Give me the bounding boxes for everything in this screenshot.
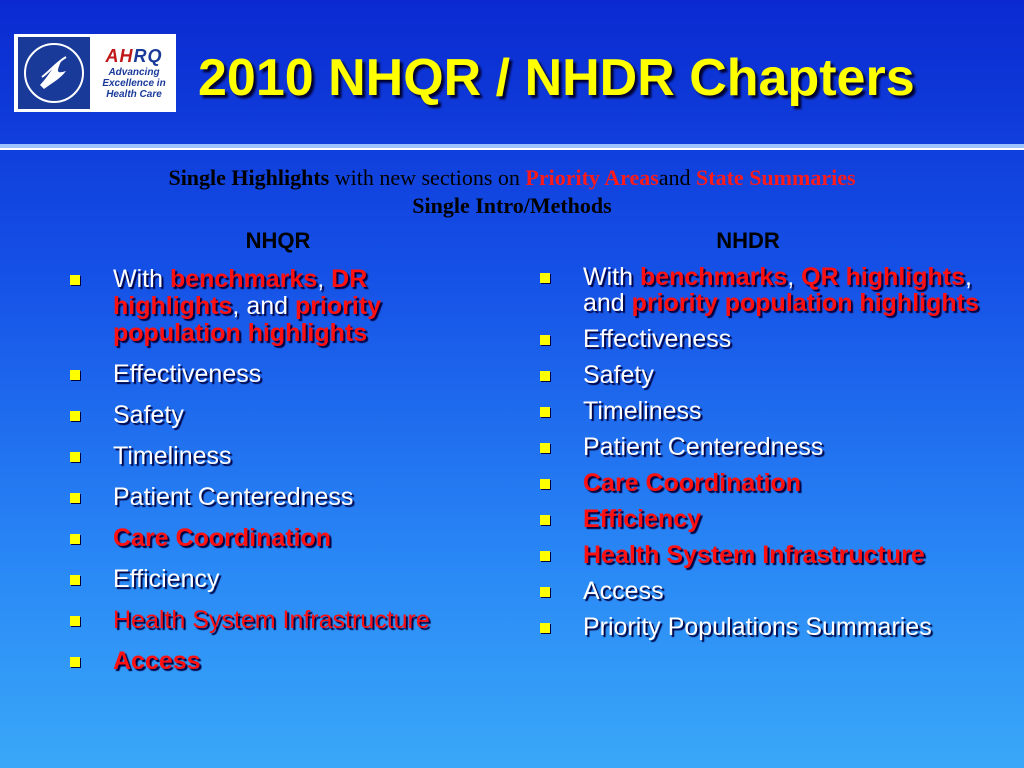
bullet-icon (70, 411, 80, 421)
list-item: Effectiveness (60, 361, 480, 388)
list-item: Health System Infrastructure (530, 542, 1000, 568)
bullet-icon (540, 371, 550, 381)
bullet-icon (540, 551, 550, 561)
bullet-icon (70, 493, 80, 503)
ahrq-tagline-1: Advancing (108, 67, 160, 78)
nhdr-list (530, 264, 1000, 650)
list-item: Care Coordination (530, 470, 1000, 496)
list-item: With benchmarks, DR highlights, and priority population highlights (60, 266, 480, 347)
bullet-icon (540, 273, 550, 283)
ahrq-wordmark: AHRQ (105, 46, 163, 66)
subtitle-line-1 (0, 164, 1024, 192)
subtitle-single-highlights: Single Highlights (168, 165, 330, 190)
title-divider (0, 144, 1024, 150)
bullet-icon (540, 443, 550, 453)
list-item: Access (530, 578, 1000, 604)
bullet-icon (540, 479, 550, 489)
bullet-icon (70, 616, 80, 626)
subtitle-and: and (658, 165, 697, 190)
bullet-icon (540, 515, 550, 525)
list-item: Timeliness (60, 443, 480, 470)
nhdr-heading: NHDR (716, 228, 780, 253)
bullet-icon (70, 275, 80, 285)
list-item: Access (60, 648, 480, 675)
bullet-icon (70, 534, 80, 544)
logo-box (14, 34, 176, 112)
list-item: Health System Infrastructure (60, 607, 480, 634)
ahrq-tagline-3: Health Care (106, 89, 162, 100)
subtitle-connector: with new sections on (329, 165, 526, 190)
ahrq-tagline-2: Excellence in (102, 78, 166, 89)
bullet-icon (70, 370, 80, 380)
list-item: Care Coordination (60, 525, 480, 552)
list-item: Efficiency (530, 506, 1000, 532)
bullet-icon (70, 657, 80, 667)
subtitle-state-summaries: State Summaries (696, 165, 856, 190)
bullet-icon (70, 575, 80, 585)
list-item: Efficiency (60, 566, 480, 593)
ahrq-logo (94, 37, 174, 109)
nhqr-list (60, 266, 480, 689)
subtitle-line-2: Single Intro/Methods (412, 193, 612, 218)
bullet-icon (540, 623, 550, 633)
subtitle (0, 164, 1024, 220)
hhs-seal-icon (18, 37, 90, 109)
list-item: Safety (530, 362, 1000, 388)
subtitle-priority-areas: Priority Areas (525, 165, 659, 190)
bullet-icon (540, 407, 550, 417)
list-item: Patient Centeredness (60, 484, 480, 511)
list-item: With benchmarks, QR highlights, and priority population highlights (530, 264, 1000, 316)
list-item: Priority Populations Summaries (530, 614, 1000, 640)
list-item: Timeliness (530, 398, 1000, 424)
list-item: Safety (60, 402, 480, 429)
slide-title: 2010 NHQR / NHDR Chapters (198, 49, 915, 107)
bullet-icon (540, 587, 550, 597)
bullet-icon (540, 335, 550, 345)
list-item: Effectiveness (530, 326, 1000, 352)
list-item: Patient Centeredness (530, 434, 1000, 460)
bullet-icon (70, 452, 80, 462)
nhqr-heading: NHQR (245, 228, 311, 253)
